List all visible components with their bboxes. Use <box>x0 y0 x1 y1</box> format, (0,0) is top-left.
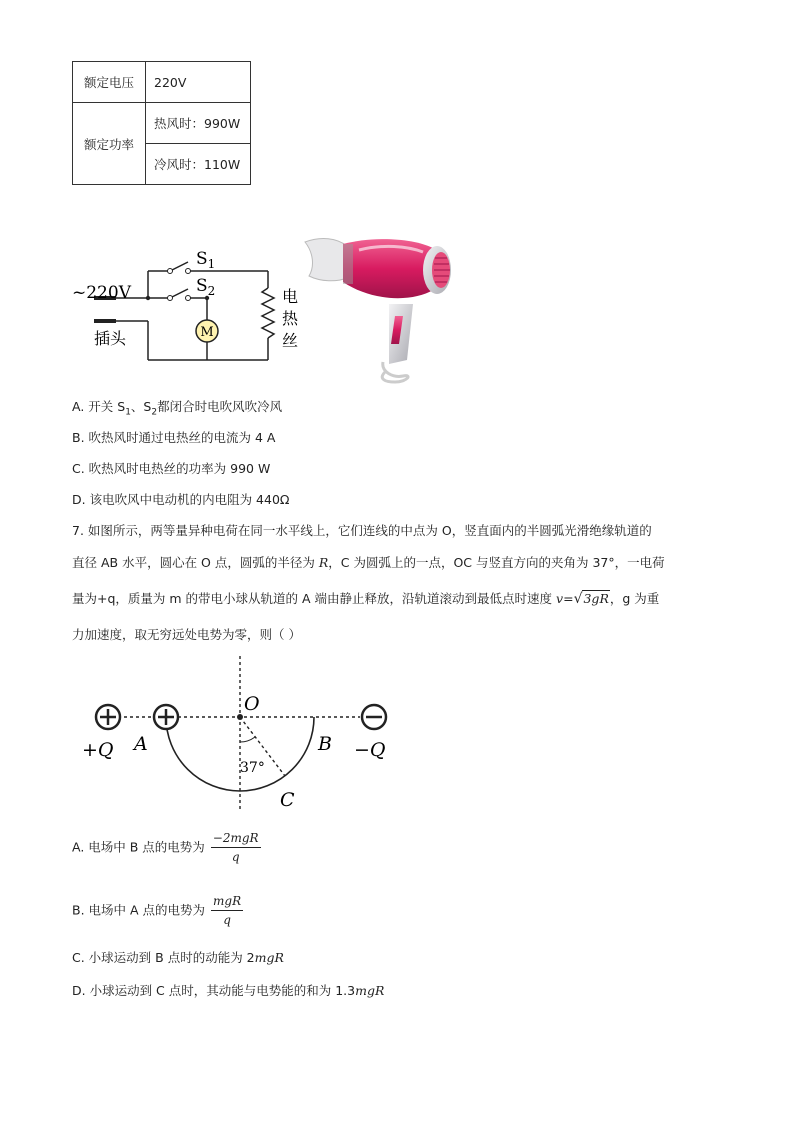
q7-option-b: B. 电场中 A 点的电势为 $\frac{\text{mgR}}{q}$ <box>72 894 242 927</box>
q6-option-b: B. 吹热风时通过电热丝的电流为 4 A <box>72 430 276 445</box>
cold-wind-power: 冷风时：110W <box>146 144 251 185</box>
q7-line-2: 直径 AB 水平，圆心在 O 点，圆弧的半径为 R，C 为圆弧上的一点，OC 与竖直方向的夹角为 37°，一电荷 <box>72 555 665 570</box>
q6-option-c: C. 吹热风时电热丝的功率为 990 W <box>72 461 271 476</box>
rated-voltage-value: 220V <box>146 62 251 103</box>
q7-line-3: 量为+q，质量为 m 的带电小球从轨道的 A 端由静止释放，沿轨道滚动到最低点时速度 v=√3gR，g 为重 <box>72 591 660 607</box>
label-minus-q: −Q <box>354 739 386 761</box>
circuit-diagram <box>70 240 310 370</box>
q6-option-a: A. 开关 $S_1$、$S_2$都闭合时电吹风吹冷风 <box>72 399 283 418</box>
label-o: O <box>244 693 260 715</box>
q6-option-d: D. 该电吹风中电动机的内电阻为 440Ω <box>72 492 290 507</box>
table-row <box>73 103 251 144</box>
rated-power-label: 额定功率 <box>73 103 146 185</box>
sqrt-icon: √ <box>573 591 583 607</box>
hair-dryer-image <box>303 232 455 384</box>
label-plus-q: +Q <box>82 739 114 761</box>
charge-diagram <box>78 652 408 817</box>
heater-label-1: 电 <box>282 287 299 306</box>
label-b: B <box>318 733 332 755</box>
s2-contact <box>168 296 173 301</box>
center-point <box>237 714 243 720</box>
s1-label: $S_1$ <box>196 249 216 271</box>
plug-label: 插头 <box>94 329 127 348</box>
junction-dot <box>146 296 150 300</box>
dryer-body <box>343 239 433 298</box>
label-c: C <box>280 789 295 811</box>
hot-wind-power: 热风时：990W <box>146 103 251 144</box>
heater-label-2: 热 <box>282 309 299 328</box>
motor-label: M <box>200 325 214 340</box>
s2-label: $S_2$ <box>196 276 216 298</box>
label-a: A <box>134 733 148 755</box>
s1-contact <box>168 269 173 274</box>
source-label: ~220V <box>72 283 131 303</box>
table-row <box>73 62 251 103</box>
q7-option-d: D. 小球运动到 C 点时，其动能与电势能的和为 1.3mgR <box>72 983 385 998</box>
angle-label: 37° <box>240 760 265 776</box>
q7-line-1: 7. 如图所示，两等量异种电荷在同一水平线上，它们连线的中点为 O，竖直面内的半圆弧光滑绝缘轨道的 <box>72 523 652 538</box>
nozzle <box>305 239 347 281</box>
s1-contact <box>186 269 191 274</box>
cord <box>382 362 408 382</box>
rated-voltage-label: 额定电压 <box>73 62 146 103</box>
s2-contact <box>186 296 191 301</box>
spec-table <box>72 61 251 185</box>
heater-label-3: 丝 <box>282 331 299 350</box>
q7-option-c: C. 小球运动到 B 点时的动能为 2mgR <box>72 950 284 965</box>
fraction: $\frac{\text{mgR}}{q}$ <box>213 894 242 927</box>
fraction: $\frac{\text{−2mgR}}{q}$ <box>212 831 259 864</box>
q7-option-a: A. 电场中 B 点的电势为 $\frac{\text{−2mgR}}{q}$ <box>72 831 259 864</box>
q7-line-4: 力加速度，取无穷远处电势为零，则（ ） <box>72 627 301 642</box>
